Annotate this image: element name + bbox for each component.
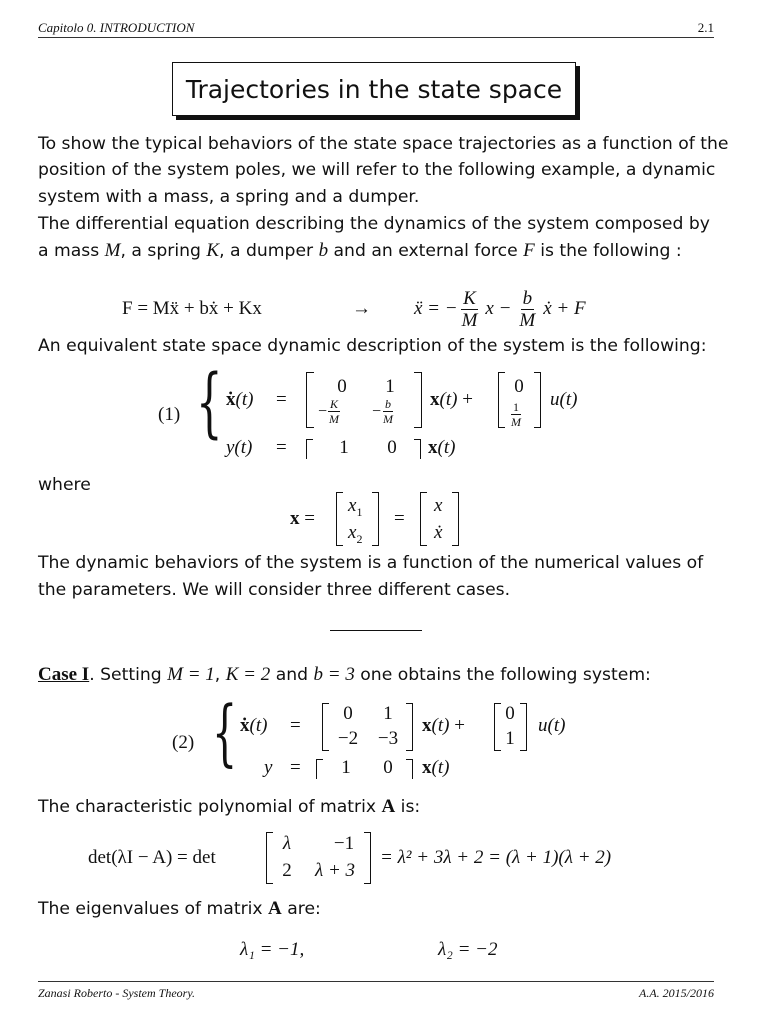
sys2-eq2: =	[290, 757, 301, 778]
matrix-C-1: 1	[339, 437, 349, 458]
param-M: M = 1	[167, 664, 215, 685]
vector-B-right-bracket	[534, 372, 541, 428]
t-arg: (t)	[235, 389, 254, 410]
xdef-eq: =	[394, 508, 405, 529]
matrix-A-left-bracket	[306, 372, 314, 428]
behaviors-line-1: The dynamic behaviors of the system is a function of the numerical values of	[38, 553, 704, 573]
matrix-C-2: 0	[387, 437, 397, 458]
matrix-A2-11: 0	[343, 703, 353, 724]
footer-rule	[38, 981, 714, 982]
text-fragment: is the following :	[534, 241, 682, 261]
charpoly-m12: −1	[333, 833, 355, 854]
bold-x: x	[428, 437, 438, 458]
left-brace: {	[212, 690, 238, 774]
fraction-K-over-M	[460, 289, 480, 330]
vector-B2-right-bracket	[520, 703, 527, 751]
sys1-ut: u(t)	[550, 389, 578, 410]
sys2-row2-lhs: y	[264, 757, 273, 778]
page-number: 2.1	[697, 20, 714, 35]
text-fragment: are:	[281, 899, 321, 919]
behaviors-line-2: the parameters. We will consider three different cases.	[38, 580, 511, 600]
vector-B-1: 0	[514, 376, 524, 397]
charpoly-lhs: det(λI − A) = det	[88, 847, 216, 868]
sys1-row1-lhs	[226, 389, 253, 411]
charpoly-text	[38, 796, 420, 818]
t-arg: (t)	[437, 437, 456, 458]
eq-fragment: ẋ + F	[543, 298, 586, 319]
footer-author: Zanasi Roberto - System Theory.	[38, 986, 195, 1000]
symbol-b: b	[318, 240, 329, 261]
equation-number-1: (1)	[158, 404, 181, 425]
eq-motion-lhs: F = Mẍ + bẋ + Kx	[122, 298, 262, 319]
xdef-lhs: x =	[290, 508, 315, 529]
matrix-A-21	[318, 398, 341, 425]
eq-motion-arrow: →	[352, 298, 371, 319]
chapter-label: Capitolo 0. INTRODUCTION	[38, 20, 195, 35]
t-arg: (t)	[431, 757, 450, 778]
t-arg: (t)	[249, 715, 268, 736]
x-symbol: x	[348, 522, 357, 543]
sys2-eq1: =	[290, 715, 301, 736]
bold-x: x	[422, 715, 432, 736]
eq-fragment: x −	[485, 298, 512, 319]
matrix-C-left-bracket	[306, 439, 313, 459]
charpoly-rhs: = λ² + 3λ + 2 = (λ + 1)(λ + 2)	[380, 847, 612, 868]
bold-x: x	[430, 389, 440, 410]
eq-fragment: ẍ = −	[414, 298, 458, 319]
vector-B-2	[509, 401, 523, 428]
xdef-right-bracket-2	[452, 492, 459, 546]
eigenvalue-2: λ₂ = −2	[438, 939, 498, 960]
sign: −	[372, 402, 382, 420]
matrix-A-symbol: A	[381, 796, 396, 817]
intro-line-4: The differential equation describing the dynamics of the system composed by	[38, 214, 710, 234]
where-text: where	[38, 475, 91, 495]
param-b: b = 3	[313, 664, 355, 685]
text-fragment: and	[270, 665, 314, 685]
charpoly-matrix-left-bracket	[266, 832, 273, 884]
matrix-A2-22: −3	[377, 728, 399, 749]
matrix-A2-12: 1	[383, 703, 393, 724]
fraction-denominator: M	[461, 309, 478, 331]
matrix-A2-right-bracket	[406, 703, 413, 751]
header-rule	[38, 37, 714, 38]
fraction-b-over-M	[381, 398, 395, 425]
fraction-1-over-M	[509, 401, 523, 428]
sys2-ut: u(t)	[538, 715, 566, 736]
page-header	[38, 20, 714, 36]
xdef-left-bracket-2	[420, 492, 427, 546]
fraction-K-over-M	[327, 398, 341, 425]
xdef-right-bracket-1	[372, 492, 379, 546]
sys2-xt: x(t) +	[422, 715, 465, 736]
subscript: 1	[356, 504, 363, 519]
charpoly-matrix-right-bracket	[364, 832, 371, 884]
bold-x: x	[290, 508, 300, 529]
matrix-C2-left-bracket	[316, 759, 323, 779]
footer-year: A.A. 2015/2016	[639, 986, 714, 1000]
vector-B2-2: 1	[505, 728, 515, 749]
page-title: Trajectories in the state space	[172, 62, 576, 116]
eig-text	[38, 898, 321, 920]
xdef-x1	[348, 495, 362, 520]
xdef-xdot: ẋ	[434, 522, 443, 543]
case1-line	[38, 664, 651, 686]
vector-B2-1: 0	[505, 703, 515, 724]
matrix-A2-left-bracket	[322, 703, 329, 751]
page-footer	[38, 986, 714, 1002]
matrix-C2-1: 1	[341, 757, 351, 778]
sys1-eq1: =	[276, 389, 287, 410]
vector-B-left-bracket	[498, 372, 505, 428]
xdef-x: x	[434, 495, 443, 516]
text-fragment: , a dumper	[219, 241, 319, 261]
intro-line-3: system with a mass, a spring and a dumper.	[38, 187, 420, 207]
fraction-b-over-M	[517, 289, 537, 330]
text-fragment: The characteristic polynomial of matrix	[38, 797, 382, 817]
equiv-text: An equivalent state space dynamic description of the system is the following:	[38, 336, 707, 356]
fraction-numerator: b	[385, 397, 392, 411]
sys2-xt2	[422, 757, 449, 779]
xdef-x2	[348, 522, 362, 547]
charpoly-m21: 2	[282, 860, 292, 881]
intro-line-2: position of the system poles, we will refer to the following example, a dynamic	[38, 160, 716, 180]
param-K: K = 2	[225, 664, 271, 685]
fraction-numerator: 1	[513, 400, 519, 414]
bold-x: ẋ	[226, 389, 236, 410]
t-arg: (t)	[439, 389, 458, 410]
fraction-denominator: M	[519, 309, 536, 331]
fraction-numerator: K	[330, 397, 339, 411]
subscript: 2	[356, 531, 363, 546]
case1-heading: Case I	[38, 664, 90, 685]
section-separator	[330, 630, 422, 631]
symbol-M: M	[104, 240, 121, 261]
text-fragment: one obtains the following system:	[354, 665, 651, 685]
t-arg: (t)	[431, 715, 450, 736]
matrix-C-right-bracket	[414, 439, 421, 459]
matrix-A-11: 0	[337, 376, 347, 397]
fraction-denominator: M	[511, 415, 521, 429]
symbol-F: F	[523, 240, 535, 261]
matrix-A-symbol: A	[268, 898, 282, 919]
matrix-C2-right-bracket	[406, 759, 413, 779]
charpoly-m11: λ	[282, 833, 292, 854]
fraction-denominator: M	[383, 412, 394, 426]
bold-x: ẋ	[240, 715, 250, 736]
text-fragment: and an external force	[328, 241, 524, 261]
xdef-left-bracket-1	[336, 492, 343, 546]
bold-x: x	[422, 757, 432, 778]
sys1-xt: x(t) +	[430, 389, 473, 410]
fraction-denominator: M	[329, 412, 340, 426]
matrix-A-22	[372, 398, 395, 425]
fraction-numerator: K	[463, 287, 476, 309]
sys1-xt2	[428, 437, 455, 459]
text-fragment: The eigenvalues of matrix	[38, 899, 269, 919]
matrix-A-12: 1	[385, 376, 395, 397]
equation-number-2: (2)	[172, 732, 195, 753]
eq-motion-rhs	[414, 284, 586, 334]
matrix-A2-21: −2	[337, 728, 359, 749]
matrix-C2-2: 0	[383, 757, 393, 778]
intro-line-1: To show the typical behaviors of the state space trajectories as a function of the	[38, 134, 729, 154]
fraction-numerator: b	[522, 287, 533, 309]
symbol-K: K	[206, 240, 220, 261]
left-brace: {	[196, 357, 223, 446]
sys2-row1-lhs	[240, 715, 267, 737]
text-fragment: is:	[395, 797, 421, 817]
text-fragment: . Setting	[89, 665, 168, 685]
intro-line-5	[38, 240, 682, 262]
matrix-A-right-bracket	[414, 372, 422, 428]
sys1-eq2: =	[276, 437, 287, 458]
x-symbol: x	[348, 495, 357, 516]
sys1-row2-lhs: y(t)	[226, 437, 253, 458]
eigenvalue-1: λ₁ = −1,	[240, 939, 305, 960]
text-fragment: , a spring	[120, 241, 207, 261]
text-fragment: ,	[214, 665, 226, 685]
charpoly-m22: λ + 3	[314, 860, 356, 881]
text-fragment: a mass	[38, 241, 105, 261]
sign: −	[318, 402, 328, 420]
